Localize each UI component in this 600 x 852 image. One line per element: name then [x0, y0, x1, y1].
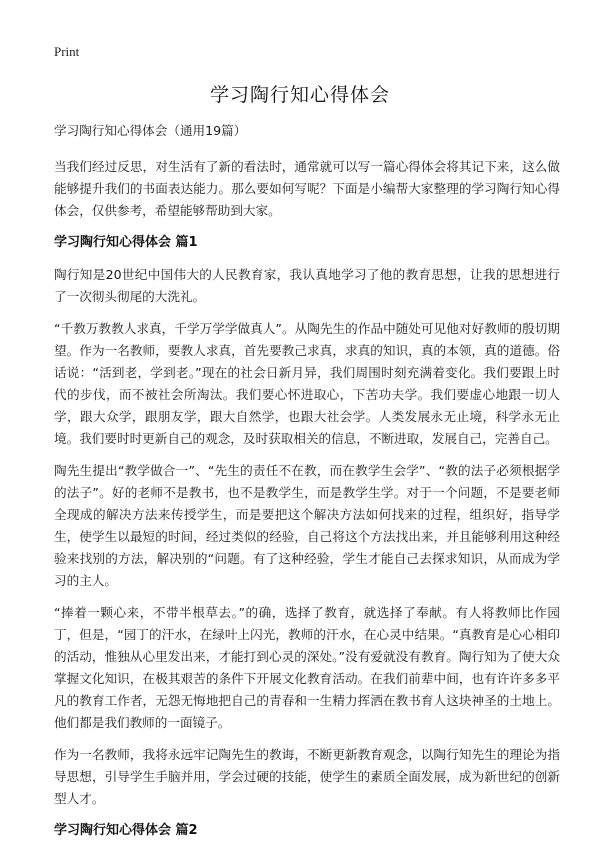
section1-paragraph: “千教万教教人求真，千学万学学做真人”。从陶先生的作品中随处可见他对好教师的殷切期望。作为一名教师，要教人求真，首先要教己求真，求真的知识，真的本领，真的道德。俗话说：“活到老，学到老。”现在的社会日新月异，我们周围时刻充满着变化。我们要跟上时代的步伐，而不被社会所淘汰。我们要心怀进取心，下苦功夫学。我们要虚心地跟一切人学，跟大众学，跟朋友学，跟大自然学，也跟大社会学。人类发展永无止境，科学永无止境。我们要时时更新自己的观念，及时获取相关的信息，不断进取，发展自己，完善自己。 [54, 321, 560, 446]
section1-paragraph: 陶行知是20世纪中国伟大的人民教育家，我认真地学习了他的教育思想，让我的思想进行了一次彻头彻尾的大洗礼。 [54, 267, 560, 304]
article-subtitle: 学习陶行知心得体会（通用19篇） [54, 123, 247, 138]
section-heading-1: 学习陶行知心得体会 篇1 [54, 235, 198, 250]
section1-paragraph: 陶先生提出“教学做合一”、“先生的责任不在教，而在教学生会学”、“教的法子必须根据学的法子”。好的老师不是教书，也不是教学生，而是教学生学。对于一个问题，不是要老师全现成的解决方法来传授学生，而是要把这个解决方法如何找来的过程，组织好，指导学生，使学生以最短的时间，经过类似的经验，自己将这个方法找出来，并且能够利用这种经验来找别的方法，解决别的“问题。有了这种经验，学生才能自己去探求知识，从而成为学习的主人。 [54, 463, 560, 588]
section-heading-2: 学习陶行知心得体会 篇2 [54, 823, 198, 838]
page-title: 学习陶行知心得体会 [209, 84, 390, 106]
article-body [54, 120, 560, 852]
intro-paragraph: 当我们经过反思，对生活有了新的看法时，通常就可以写一篇心得体会将其记下来，这么做能够提升我们的书面表达能力。那么要如何写呢？下面是小编帮大家整理的学习陶行知心得体会，仅供参考，希望能够帮助到大家。 [54, 159, 560, 218]
print-link[interactable]: Print [54, 44, 80, 59]
section1-paragraph: “捧着一颗心来，不带半根草去。”的确，选择了教育，就选择了奉献。有人将教师比作园丁，但是，“园丁的汗水，在绿叶上闪光，教师的汗水，在心灵中结果。“真教育是心心相印的活动，惟独从心里发出来，才能打到心灵的深处。”没有爱就没有教育。陶行知为了使大众掌握文化知识，在极其艰苦的条件下开展文化教育活动。在我们前辈中间，也有许许多多平凡的教育工作者，无怨无悔地把自己的青春和一生精力挥洒在教书育人这块神圣的土地上。他们都是我们教师的一面镜子。 [54, 605, 560, 730]
section1-paragraph: 作为一名教师，我将永远牢记陶先生的教诲，不断更新教育观念，以陶行知先生的理论为指导思想，引导学生手脑并用，学会过硬的技能，使学生的素质全面发展，成为新世纪的创新型人才。 [54, 747, 560, 806]
